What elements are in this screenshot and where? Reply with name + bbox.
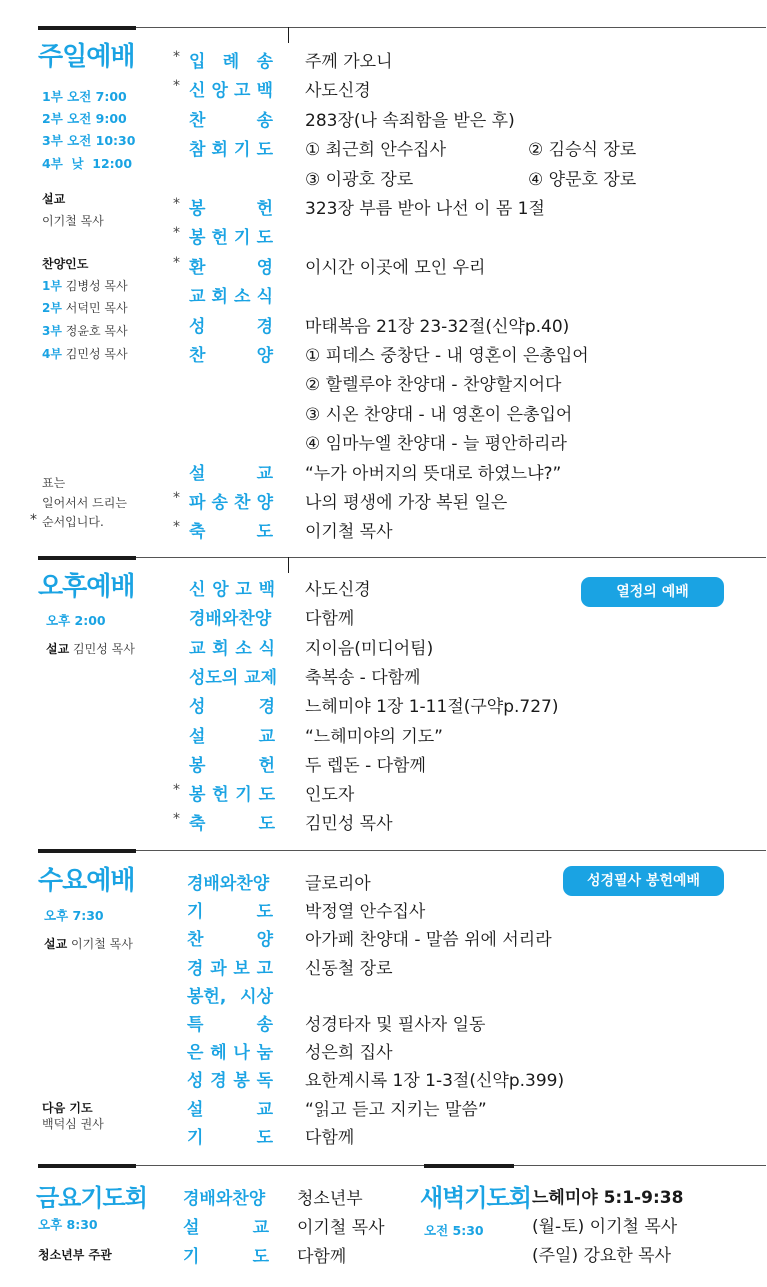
- item-value: 두 렙돈 - 다함께: [305, 755, 426, 776]
- item-value: 신동철 장로: [305, 958, 393, 979]
- section-rule: [136, 850, 766, 851]
- item-value: 마태복음 21장 23-32절(신약p.40): [305, 316, 570, 337]
- item-value: 성경타자 및 필사자 일동: [305, 1015, 486, 1035]
- standing-note: 순서입니다.: [42, 515, 104, 529]
- next-prayer-label: 다음 기도: [42, 1101, 93, 1115]
- item-label: 경배와찬양: [183, 1189, 266, 1209]
- standing-marker: *: [173, 519, 180, 536]
- section-title: 금요기도회: [36, 1184, 147, 1212]
- item-label: 기 도: [187, 1127, 273, 1148]
- section-rule: [136, 557, 766, 558]
- standing-marker: *: [173, 490, 180, 506]
- section-rule: [38, 556, 136, 560]
- praise-label: 찬양인도: [42, 257, 89, 271]
- standing-marker: *: [173, 225, 180, 242]
- item-label: 특 송: [187, 1015, 273, 1035]
- section-rule: [38, 1164, 136, 1168]
- item-value: 283장(나 속죄함을 받은 후): [305, 110, 515, 131]
- item-value: 이기철 목사: [297, 1218, 385, 1238]
- standing-marker: *: [173, 49, 180, 65]
- sermon-label: 설교: [42, 192, 66, 206]
- next-prayer-name: 백덕심 권사: [42, 1117, 104, 1131]
- praise-item: 4부 김민성 목사: [42, 347, 128, 361]
- standing-note-star: *: [30, 512, 37, 528]
- host-note: 청소년부 주관: [38, 1248, 112, 1262]
- service-time: 오후 8:30: [38, 1217, 98, 1232]
- item-label: 축 도: [189, 814, 275, 835]
- service-time: 오전 5:30: [424, 1223, 484, 1238]
- item-label: 신 앙 고 백: [189, 580, 275, 600]
- item-value: 아가페 찬양대 - 말씀 위에 서리라: [305, 930, 552, 951]
- item-label: 설 교: [187, 1099, 273, 1120]
- praise-item: 1부 김병성 목사: [42, 279, 128, 293]
- item-value: 다함께: [305, 609, 355, 630]
- item-value: 요한계시록 1장 1-3절(신약p.399): [305, 1071, 565, 1092]
- item-label: 성 경: [189, 316, 273, 337]
- item-value: ① 최근희 안수집사: [305, 140, 447, 161]
- item-label: 설 교: [189, 463, 273, 484]
- standing-marker: *: [173, 811, 180, 828]
- item-label: 참 회 기 도: [189, 140, 273, 161]
- service-badge: 성경필사 봉헌예배: [563, 866, 724, 896]
- item-value: 323장 부름 받아 나선 이 몸 1절: [305, 199, 545, 219]
- leader-line: (월-토) 이기철 목사: [532, 1217, 678, 1237]
- item-label: 찬 송: [189, 110, 273, 131]
- item-value: “읽고 듣고 지키는 말씀”: [305, 1099, 487, 1120]
- divider-tick: [288, 557, 289, 573]
- item-value: ③ 시온 찬양대 - 내 영혼이 은총입어: [305, 404, 573, 425]
- item-label: 설 교: [183, 1218, 269, 1238]
- section-title: 새벽기도회: [420, 1184, 531, 1212]
- item-value: 성은희 집사: [305, 1043, 393, 1064]
- praise-item: 2부 서덕민 목사: [42, 301, 128, 315]
- service-time: 4부 낮 12:00: [42, 156, 133, 171]
- service-time: 오후 7:30: [44, 908, 104, 923]
- standing-marker: *: [173, 78, 180, 95]
- item-value: 인도자: [305, 785, 355, 806]
- item-label: 경배와찬양: [189, 609, 272, 630]
- item-label: 신 앙 고 백: [189, 81, 273, 102]
- service-time: 1부 오전 7:00: [42, 89, 127, 104]
- item-value: 주께 가오니: [305, 52, 393, 72]
- item-value: ④ 양문호 장로: [528, 169, 637, 190]
- item-label: 성 경: [189, 697, 275, 718]
- leader-line: (주일) 강요한 목사: [532, 1246, 672, 1266]
- item-label: 봉 헌 기 도: [189, 785, 275, 806]
- item-label: 교 회 소 식: [189, 638, 275, 659]
- item-value: 느헤미야 1장 1-11절(구약p.727): [305, 697, 559, 718]
- standing-marker: *: [173, 196, 180, 212]
- sermon-info: 설교 김민성 목사: [46, 642, 135, 656]
- section-rule: [514, 1165, 766, 1166]
- standing-note: 표는: [42, 476, 66, 490]
- item-label: 교 회 소 식: [189, 287, 273, 308]
- item-label: 찬 양: [189, 346, 273, 366]
- section-title: 오후예배: [38, 572, 135, 602]
- item-value: 글로리아: [305, 874, 371, 894]
- item-value: ① 피데스 중창단 - 내 영혼이 은총입어: [305, 346, 589, 366]
- service-time: 오후 2:00: [46, 613, 106, 628]
- item-label: 성 경 봉 독: [187, 1071, 273, 1092]
- item-label: 찬 양: [187, 930, 273, 951]
- item-value: 청소년부: [297, 1189, 363, 1209]
- item-label: 축 도: [189, 522, 273, 543]
- standing-marker: *: [173, 782, 180, 799]
- item-label: 봉 헌: [189, 755, 275, 776]
- item-label: 봉헌, 시상: [187, 986, 273, 1007]
- item-value: 다함께: [297, 1247, 347, 1267]
- item-label: 파 송 찬 양: [189, 493, 273, 513]
- page-title: 주일예배: [38, 42, 135, 72]
- section-rule: [424, 1164, 514, 1168]
- item-value: 박정열 안수집사: [305, 902, 426, 923]
- item-value: 나의 평생에 가장 복된 일은: [305, 493, 508, 513]
- item-label: 기 도: [187, 902, 273, 923]
- service-badge: 열정의 예배: [581, 577, 724, 607]
- item-label: 성도의 교제: [189, 667, 278, 688]
- item-value: 지이음(미디어팀): [305, 638, 434, 659]
- item-value: ② 할렐루야 찬양대 - 찬양할지어다: [305, 375, 562, 396]
- item-value: “느헤미야의 기도”: [305, 726, 443, 747]
- item-label: 은 헤 나 눔: [187, 1043, 273, 1064]
- item-label: 경 과 보 고: [187, 958, 273, 979]
- section-title: 수요예배: [38, 866, 135, 896]
- section-rule: [38, 26, 136, 30]
- item-value: 이시간 이곳에 모인 우리: [305, 257, 486, 278]
- item-value: 사도신경: [305, 81, 371, 102]
- sermon-name: 이기철 목사: [42, 214, 104, 228]
- item-label: 환 영: [189, 257, 273, 278]
- sermon-info: 설교 이기철 목사: [44, 937, 133, 951]
- scripture: 느헤미야 5:1-9:38: [532, 1188, 684, 1208]
- item-label: 기 도: [183, 1247, 269, 1267]
- item-value: 이기철 목사: [305, 522, 393, 543]
- item-label: 설 교: [189, 726, 275, 747]
- item-label: 경배와찬양: [187, 874, 270, 894]
- service-time: 3부 오전 10:30: [42, 133, 136, 148]
- section-rule: [136, 1165, 424, 1166]
- item-value: 사도신경: [305, 580, 371, 600]
- item-value: 김민성 목사: [305, 814, 393, 835]
- item-value: 축복송 - 다함께: [305, 667, 421, 688]
- item-value: ③ 이광호 장로: [305, 169, 414, 190]
- praise-item: 3부 정윤호 목사: [42, 324, 128, 338]
- item-value: “누가 아버지의 뜻대로 하였느냐?”: [305, 463, 562, 484]
- standing-note: 일어서서 드리는: [42, 496, 127, 510]
- item-label: 봉 헌: [189, 199, 273, 219]
- section-rule: [136, 27, 766, 28]
- section-rule: [38, 849, 136, 853]
- standing-marker: *: [173, 254, 180, 271]
- divider-tick: [288, 27, 289, 43]
- service-time: 2부 오전 9:00: [42, 111, 127, 126]
- item-label: 입 례 송: [189, 52, 273, 72]
- item-value: 다함께: [305, 1127, 355, 1148]
- item-value: ④ 임마누엘 찬양대 - 늘 평안하리라: [305, 434, 567, 455]
- item-value: ② 김승식 장로: [528, 140, 637, 161]
- item-label: 봉 헌 기 도: [189, 228, 273, 249]
